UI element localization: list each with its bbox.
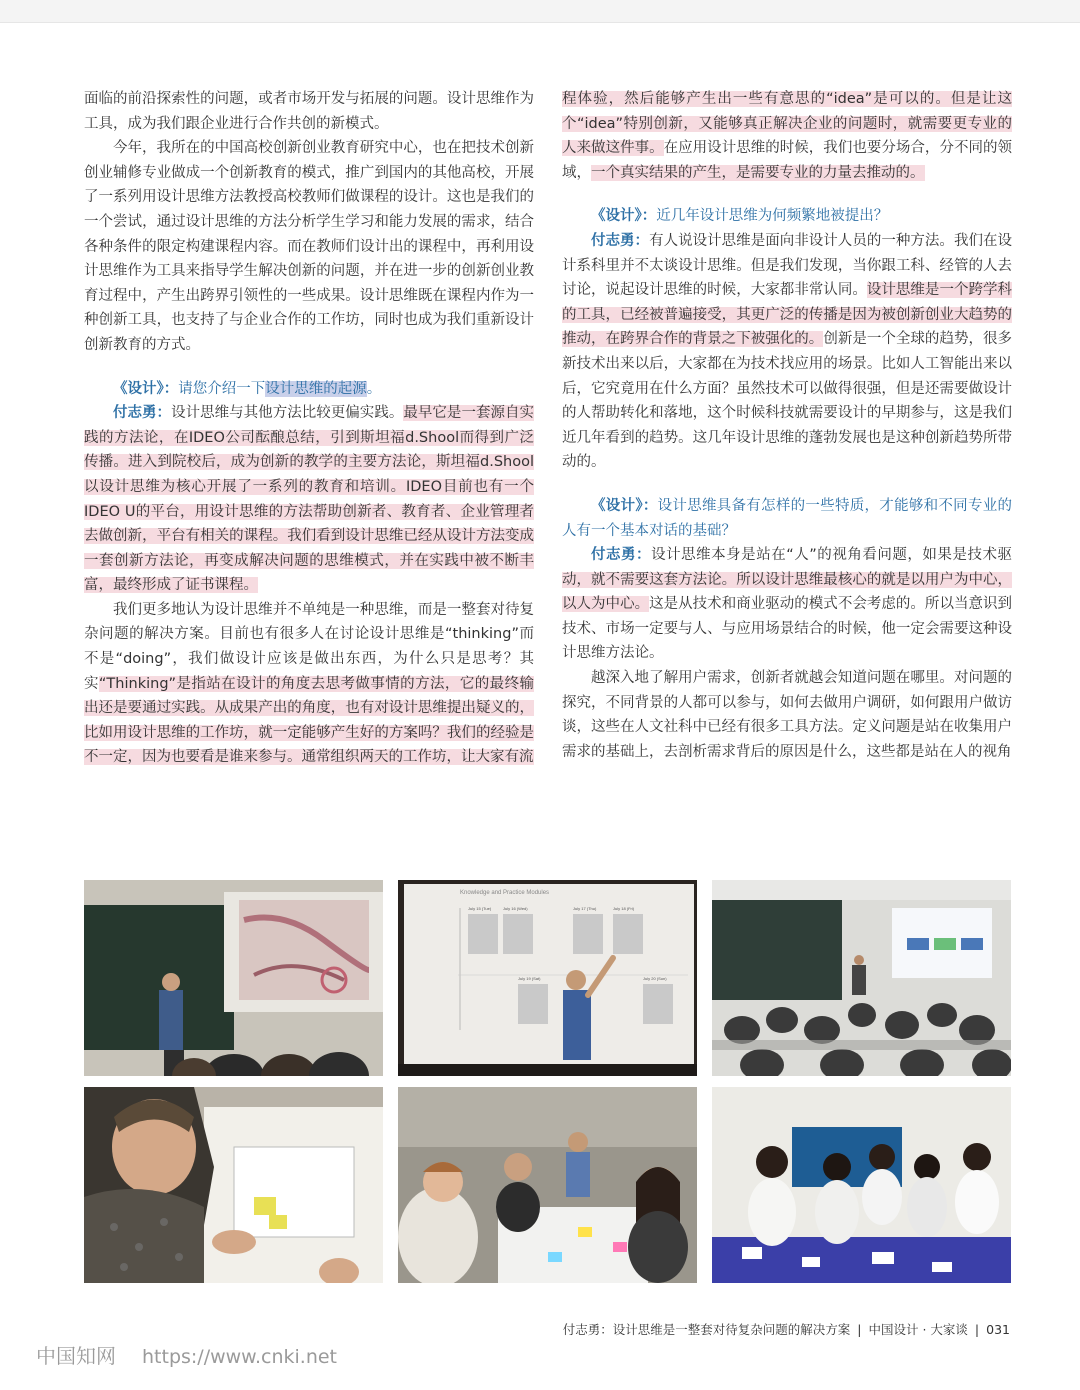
left-column xyxy=(84,87,534,770)
paragraph: 面临的前沿探索性的问题，或者市场开发与拓展的问题。设计思维作为工具，成为我们跟企业进行合作共创的新模式。 xyxy=(84,91,534,132)
top-bar xyxy=(0,0,1080,23)
paragraph: 越深入地了解用户需求，创新者就越会知道问题在哪里。对问题的探究，不同背景的人都可以参与，如何去做用户调研，如何跟用户做访谈，这些在人文社科中已经有很多工具方法。定义问题是站在收集用户需求的基础上，去剖析需求背后的原因是什么，这些都是站在人的视角 xyxy=(562,670,1012,760)
highlight: 设计思维的起源 xyxy=(265,380,367,397)
highlight: “Thinking”是指站在设计的角度去思考做事情的方法，它的最终输出还是要通过实践。从成果产出的角度，也有对设计思维提出疑义的，比如用设计思维的工作坊，就一定能够产生好的方案吗？我们的经验是不一定，因为也要看是谁来参与。通常组织两天的工作坊，让大家有流 xyxy=(84,675,535,766)
question xyxy=(562,204,1012,229)
answer-text: 这是从技术和商业驱动的模式不会考虑的。所以当意识到技术、市场一定要与人、与应用场景结合的时候，他一定会需要这种设计思维方法论。 xyxy=(562,596,1013,662)
speaker-name: 付志勇： xyxy=(113,405,172,422)
slide-date-label: July 15 (Tue) xyxy=(468,906,492,911)
speaker-name: 付志勇： xyxy=(591,232,650,249)
slide-date-label: July 20 (Sun) xyxy=(643,976,667,981)
highlight: 程体验，然后能够产生出一些有意思的“idea”是可以的。但是让这个“idea”特别创新，又能够真正解决企业的问题时，就需要更专业的人来做这件事。 xyxy=(562,91,1012,157)
right-column xyxy=(562,87,1012,764)
slide-schedule-box xyxy=(613,914,643,954)
slide-schedule-box xyxy=(573,914,603,954)
page-number: 031 xyxy=(986,1322,1010,1337)
footer-divider: | xyxy=(974,1322,980,1337)
paragraph-text: 在应用设计思维的时候，我们也要分场合，分不同的领域， xyxy=(562,140,1013,181)
photo-lecture-map xyxy=(84,880,383,1076)
answer-text: 设计思维本身是站在“人”的视角看问题，如果是技术驱 xyxy=(651,547,1013,564)
photo-students-table xyxy=(712,1087,1011,1283)
watermark xyxy=(36,1340,337,1369)
question-tag: 《设计》： xyxy=(113,380,179,397)
paragraph xyxy=(84,598,534,770)
question-text: 。 xyxy=(366,380,382,397)
photo-slide-presentation xyxy=(398,880,697,1076)
footer-article-title: 付志勇：设计思维是一整套对待复杂问题的解决方案 xyxy=(562,1322,851,1337)
slide-title: Knowledge and Practice Modules xyxy=(460,890,550,896)
answer-text: 设计思维与其他方法比较更偏实践。 xyxy=(171,405,404,422)
slide-date-label: July 18 (Fri) xyxy=(613,906,635,911)
answer xyxy=(562,229,1012,475)
photo-group-smiling xyxy=(398,1087,697,1283)
slide-date-label: July 19 (Sat) xyxy=(518,976,541,981)
footer-divider: | xyxy=(857,1322,862,1337)
slide-schedule-box xyxy=(518,984,548,1024)
paragraph-text: 我们更多地认为设计思维并不单纯是一种思维，而是一整套对待复杂问题的解决方案。目前也有很多人在讨论设计思维是“thinking”而不是“doing”，我们做设计应该是做出东西，为什么只是思考？其实 xyxy=(84,601,534,692)
answer-text: 创新是一个全球的趋势，很多新技术出来以后，大家都在为技术找应用的场景。比如人工智能出来以后，它究竟用在什么方面？虽然技术可以做得很强，但是还需要做设计的人帮助转化和落地，这个时候科技就需要设计的早期参与，这是我们近几年看到的趋势。这几年设计思维的蓬勃发展也是这种创新趋势所带动的。 xyxy=(562,331,1013,471)
slide-date-label: July 17 (Thu) xyxy=(573,906,597,911)
highlight: 设计思维是一个跨学科的工具，已经被普遍接受，其更广泛的传播是因为被创新创业大趋势的推动，在跨界合作的背景之下被强化的。 xyxy=(562,282,1013,348)
answer-text: 有人说设计思维是面向非设计人员的一种方法。我们在设计系科里并不太谈设计思维。但是我们发现，当你跟工科、经管的人去讨论，说起设计思维的时候，大家都非常认同。 xyxy=(562,232,1013,299)
highlight: 一个真实结果的产生，是需要专业的力量去推动的。 xyxy=(591,164,925,181)
answer xyxy=(562,543,1012,666)
photo-classroom xyxy=(712,880,1011,1076)
slide-schedule-box xyxy=(468,914,498,954)
question xyxy=(562,494,1012,543)
slide-date-label: July 16 (Wed) xyxy=(503,906,528,911)
speaker-name: 付志勇： xyxy=(591,547,652,564)
watermark-brand: 中国知网 xyxy=(36,1344,116,1368)
question xyxy=(84,377,534,402)
page-footer xyxy=(563,1320,1010,1338)
paragraph xyxy=(562,87,1012,185)
question-text: 设计思维具备有怎样的一些特质，才能够和不同专业的人有一个基本对话的基础？ xyxy=(562,497,1013,539)
question-tag: 《设计》： xyxy=(591,497,658,514)
highlight: 最早它是一套源自实践的方法论，在IDEO公司酝酿总结，引到斯坦福d.Shool而得到广泛传播。进入到院校后，成为创新的教学的主要方法论，斯坦福d.Shool以设计思维为核心开展了一系列的教育和培训。IDEO目前也有一个IDEO U的平台，用设计思维的方法帮助创新者、教育者、企业管理者去做创新，平台有相关的课程。我们看到设计思维已经从设计方法变成一套创新方法论，再变成解决问题的思维模式，并在实践中被不断丰富，最终形成了证书课程。 xyxy=(84,405,535,594)
paragraph: 今年，我所在的中国高校创新创业教育研究中心，也在把技术创新创业辅修专业做成一个创新教育的模式，推广到国内的其他高校，开展了一系列用设计思维方法教授高校教师们做课程的设计。这也是我们的一个尝试，通过设计思维的方法分析学生学习和能力发展的需求，结合各种条件的限定构建课程内容。而在教师们设计出的课程中，再利用设计思维作为工具来指导学生解决创新的问题，并在进一步的创新创业教育过程中，产生出跨界引领性的一些成果。设计思维既在课程内作为一种创新工具，也支持了与企业合作的工作坊，同时也成为我们重新设计创新教育的方式。 xyxy=(84,140,534,353)
watermark-url[interactable]: https://www.cnki.net xyxy=(142,1346,338,1368)
slide-schedule-box xyxy=(503,914,533,954)
question-text: 请您介绍一下 xyxy=(178,380,266,397)
answer xyxy=(84,401,534,598)
photo-workshop-writing xyxy=(84,1087,383,1283)
footer-column: 中国设计 · 大家谈 xyxy=(868,1322,968,1337)
question-tag: 《设计》： xyxy=(591,208,657,225)
highlight: 动，就不需要这套方法论。所以设计思维最核心的就是以用户为中心，以人为中心。 xyxy=(562,571,1012,613)
slide-schedule-box xyxy=(643,984,673,1024)
question-text: 近几年设计思维为何频繁地被提出？ xyxy=(656,208,889,225)
